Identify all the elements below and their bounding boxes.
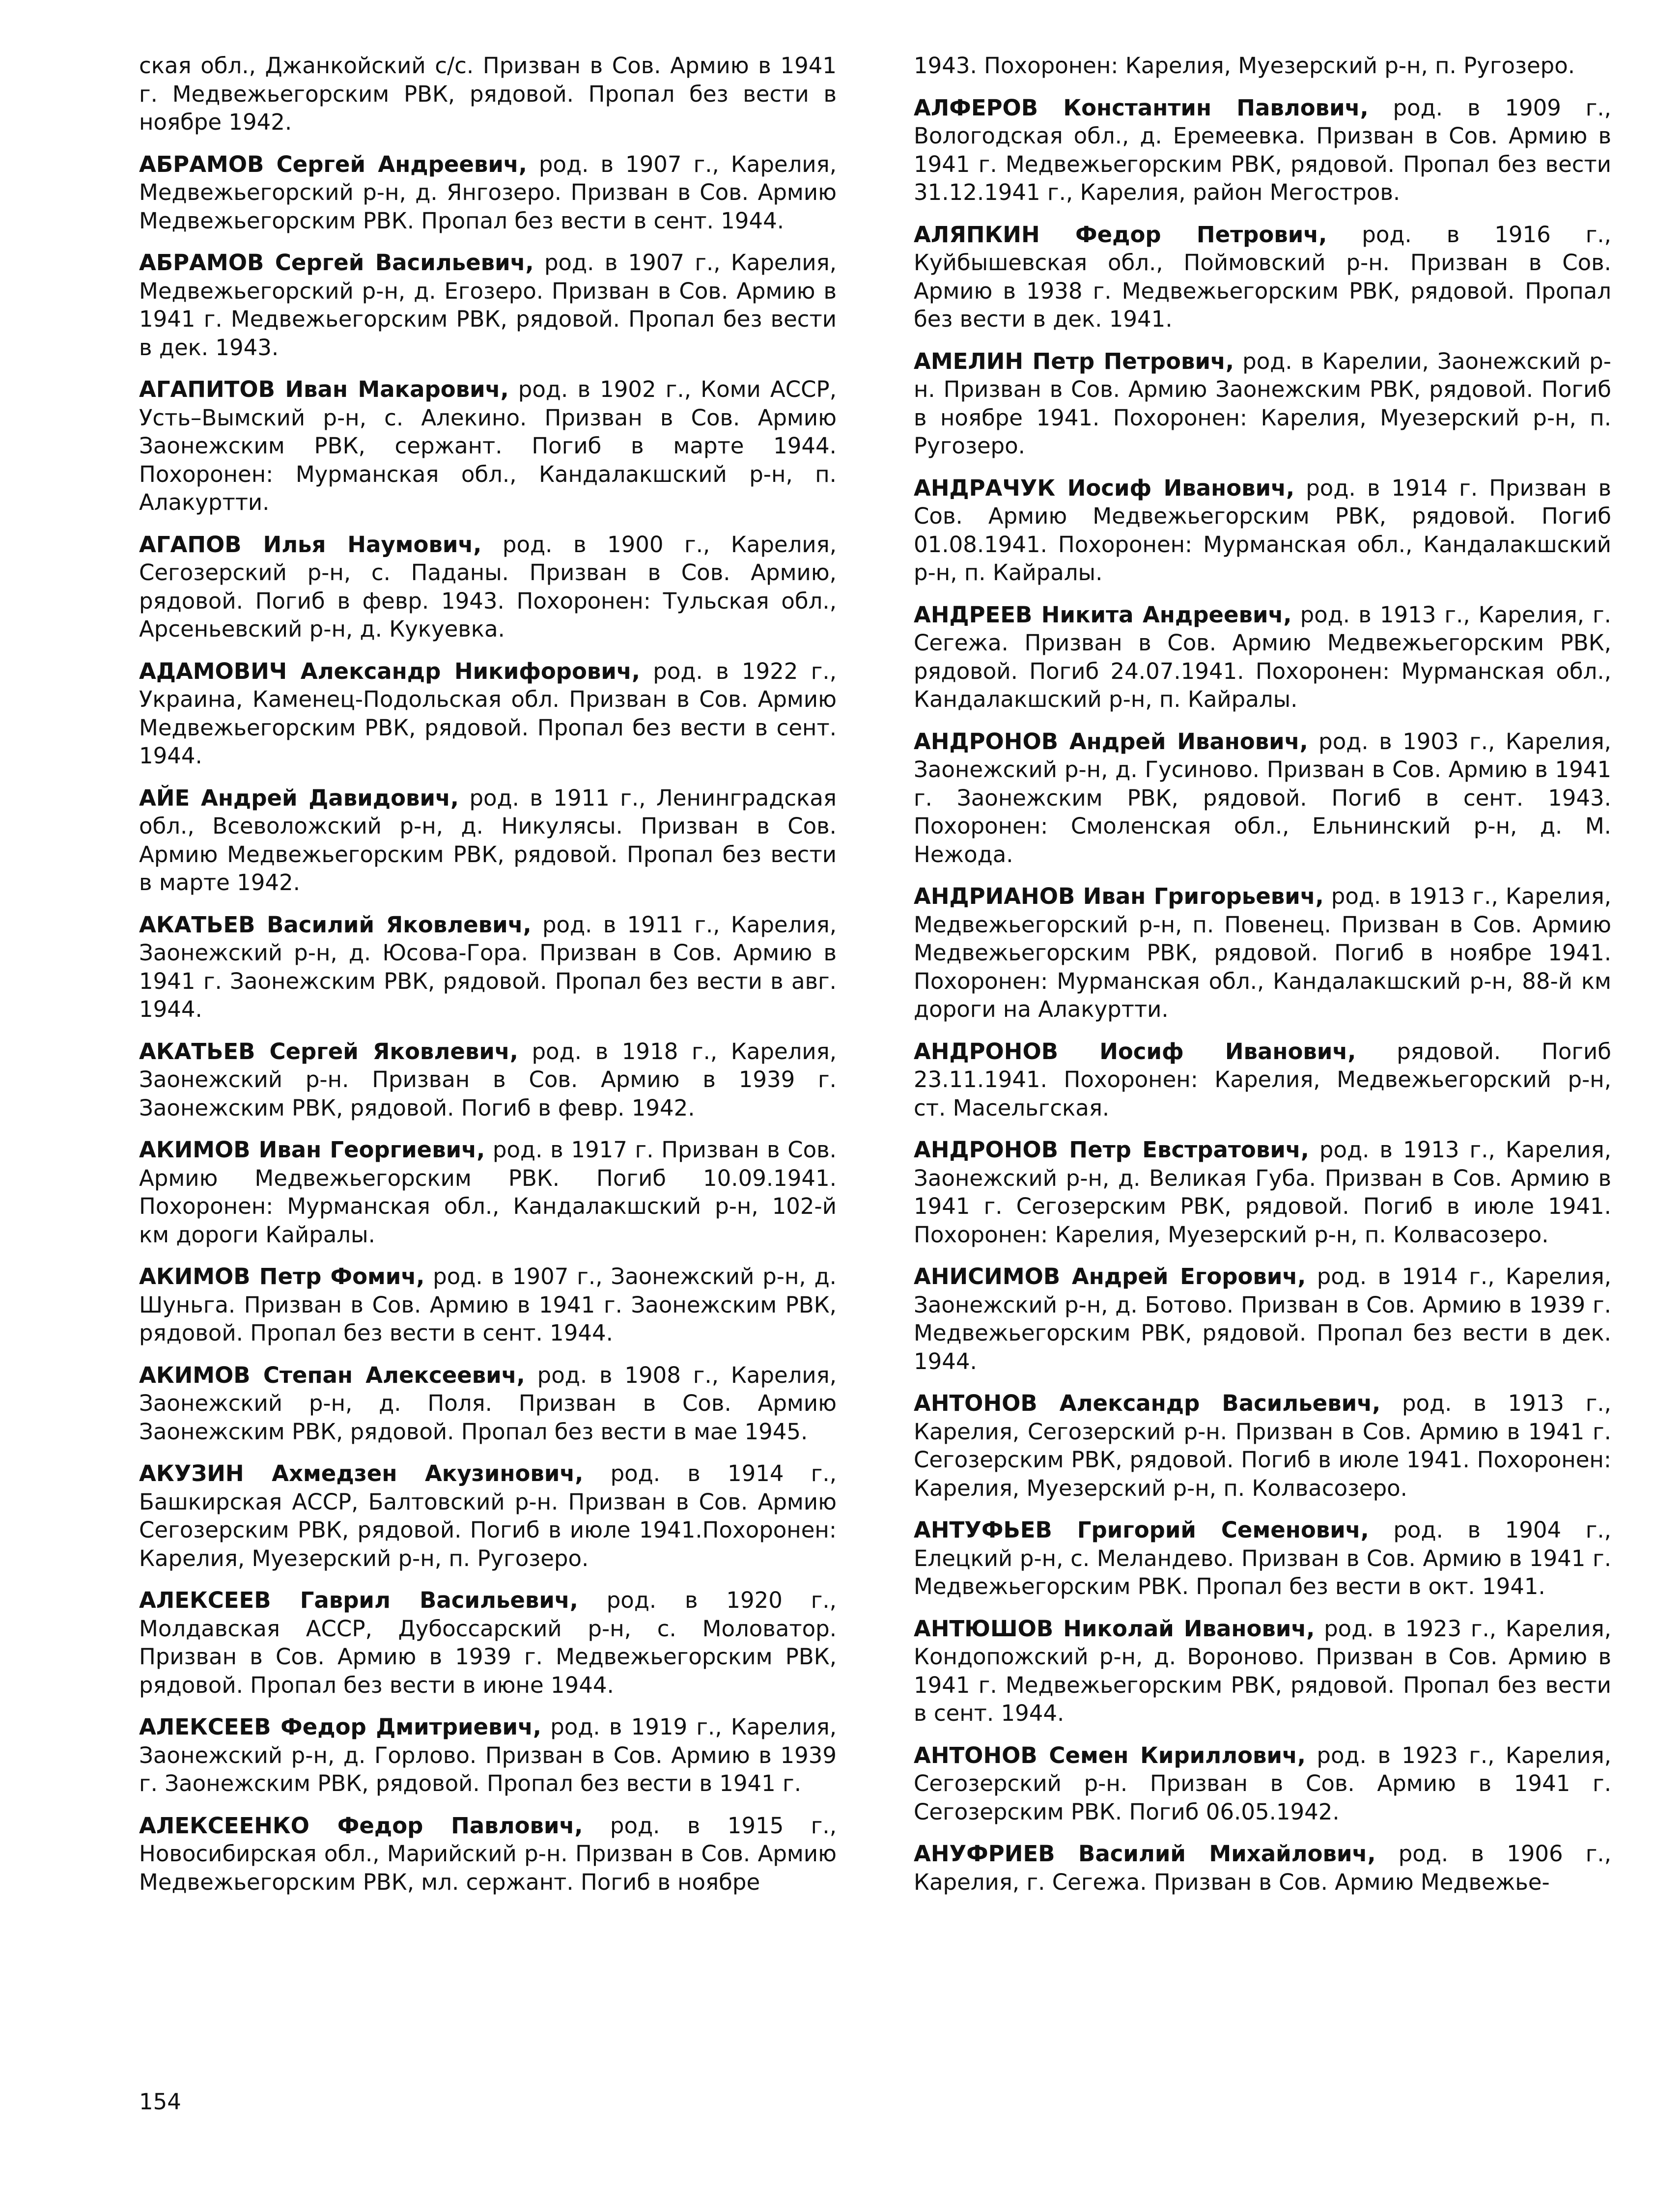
entry — [139, 1037, 837, 1122]
entry-name: АКИМОВ Степан Алексеевич, — [139, 1362, 525, 1388]
entry-name: АКАТЬЕВ Сергей Яковлевич, — [139, 1038, 518, 1064]
right-column — [914, 52, 1611, 1910]
entry — [914, 1136, 1611, 1249]
entry-text: род. в 1923 г., Карелия, Кондопожский р-н, д. Вороново. Призван в Сов. Армию в 1941 г. Медвежьегорским РВК, рядовой. Пропал без вести в сент. 1944. — [914, 1615, 1611, 1726]
entry-name: АЛЕКСЕЕНКО Федор Павлович, — [139, 1812, 583, 1839]
entry-name: АБРАМОВ Сергей Васильевич, — [139, 250, 534, 276]
entry — [914, 94, 1611, 207]
entry — [139, 1459, 837, 1572]
entry-name: АНДРИАНОВ Иван Григорьевич, — [914, 883, 1324, 909]
entry-name: АНТОНОВ Семен Кириллович, — [914, 1742, 1306, 1768]
entry-text: род. в 1913 г., Карелия, Сегозерский р-н. Призван в Сов. Армию в 1941 г. Сегозерским РВК, рядовой. Погиб в июле 1941. Похоронен: Карелия, Муезерский р-н, п. Колвасозеро. — [914, 1390, 1611, 1501]
entry-name: АМЕЛИН Петр Петрович, — [914, 348, 1234, 374]
entry-text: род. в 1914 г. Призван в Сов. Армию Медвежьегорским РВК, рядовой. Погиб 01.08.1941. Похоронен: Мурманская обл., Кандалакшский р-н, п. Кайралы. — [914, 475, 1611, 586]
entry-name: АНДРОНОВ Петр Евстратович, — [914, 1137, 1309, 1163]
entry-text: род. в 1911 г., Ленинградская обл., Всеволожский р-н, д. Никулясы. Призван в Сов. Армию Медвежьегорским РВК, рядовой. Пропал без вести в марте 1942. — [139, 784, 837, 896]
entry-name: АКИМОВ Иван Георгиевич, — [139, 1137, 485, 1163]
entry — [914, 882, 1611, 1024]
left-column — [139, 52, 837, 1910]
entry-name: АНДРОНОВ Иосиф Иванович, — [914, 1038, 1356, 1064]
entry-name: АКИМОВ Петр Фомич, — [139, 1263, 425, 1289]
entry-name: АГАПИТОВ Иван Макарович, — [139, 376, 509, 402]
entry — [914, 1840, 1611, 1896]
entry — [139, 657, 837, 770]
entry-text: род. в 1900 г., Карелия, Сегозерский р-н, с. Паданы. Призван в Сов. Армию, рядовой. Погиб в февр. 1943. Похоронен: Тульская обл., Арсеньевский р-н, д. Кукуевка. — [139, 531, 837, 642]
entry-text: род. в 1906 г., Карелия, г. Сегежа. Призван в Сов. Армию Медвежье- — [914, 1841, 1611, 1895]
entry — [914, 1741, 1611, 1826]
entry — [914, 52, 1611, 80]
entry — [914, 1262, 1611, 1375]
entry-text: род. в 1913 г., Карелия, Заонежский р-н, д. Великая Губа. Призван в Сов. Армию в 1941 г. Сегозерским РВК, рядовой. Погиб в июле 1941. Похоронен: Карелия, Муезерский р-н, п. Колвасозеро. — [914, 1137, 1611, 1248]
entry — [139, 249, 837, 362]
entry — [914, 347, 1611, 460]
entry-text: род. в 1907 г., Карелия, Медвежьегорский р-н, д. Янгозеро. Призван в Сов. Армию Медвежьегорским РВК. Пропал без вести в сент. 1944. — [139, 151, 837, 234]
entry — [139, 1361, 837, 1446]
entry-text: род. в 1907 г., Заонежский р-н, д. Шуньга. Призван в Сов. Армию в 1941 г. Заонежским РВК, рядовой. Пропал без вести в сент. 1944. — [139, 1263, 837, 1346]
entry — [914, 728, 1611, 869]
entry — [139, 1713, 837, 1798]
entry-name: АЛЯПКИН Федор Петрович, — [914, 221, 1327, 248]
page-number: 154 — [139, 2089, 181, 2115]
entry-name: АЛЕКСЕЕВ Гаврил Васильевич, — [139, 1587, 578, 1613]
entry — [914, 1516, 1611, 1601]
entry-text: род. в 1902 г., Коми АССР, Усть–Вымский р-н, с. Алекино. Призван в Сов. Армию Заонежским РВК, сержант. Погиб в марте 1944. Похоронен: Мурманская обл., Кандалакшский р-н, п. Алакуртти. — [139, 376, 837, 515]
entry-text: род. в Карелии, Заонежский р-н. Призван в Сов. Армию Заонежским РВК, рядовой. Погиб в ноябре 1941. Похоронен: Карелия, Муезерский р-н, п. Ругозеро. — [914, 348, 1611, 459]
entry — [139, 375, 837, 517]
entry-name: АНТУФЬЕВ Григорий Семенович, — [914, 1517, 1369, 1543]
entry-name: АЛЕКСЕЕВ Федор Дмитриевич, — [139, 1714, 542, 1740]
entry-name: АНДРАЧУК Иосиф Иванович, — [914, 475, 1295, 501]
entry-text: род. в 1904 г., Елецкий р-н, с. Меландево. Призван в Сов. Армию в 1941 г. Медвежьегорским РВК. Пропал без вести в окт. 1941. — [914, 1517, 1611, 1599]
entry — [139, 1812, 837, 1897]
entry — [139, 531, 837, 644]
entry-text: род. в 1915 г., Новосибирская обл., Марийский р-н. Призван в Сов. Армию Медвежьегорским РВК, мл. сержант. Погиб в ноябре — [139, 1812, 837, 1895]
entry — [139, 1586, 837, 1699]
entry-text: род. в 1914 г., Карелия, Заонежский р-н, д. Ботово. Призван в Сов. Армию в 1939 г. Медвежьегорским РВК, рядовой. Пропал без вести в дек. 1944. — [914, 1263, 1611, 1374]
entry-text: род. в 1913 г., Карелия, Медвежьегорский р-н, п. Повенец. Призван в Сов. Армию Медвежьегорским РВК, рядовой. Погиб в ноябре 1941. Похоронен: Мурманская обл., Кандалакшский р-н, 88-й км дороги на Алакуртти. — [914, 883, 1612, 1022]
entry — [914, 601, 1611, 714]
entry-text: ская обл., Джанкойский с/с. Призван в Сов. Армию в 1941 г. Медвежьегорским РВК, рядовой. Пропал без вести в ноябре 1942. — [139, 53, 837, 135]
entry-text: род. в 1916 г., Куйбышевская обл., Поймовский р-н. Призван в Сов. Армию в 1938 г. Медвежьегорским РВК, рядовой. Пропал без вести в дек. 1941. — [914, 221, 1611, 332]
entry-name: АЙЕ Андрей Давидович, — [139, 784, 459, 811]
entry-name: АЛФЕРОВ Константин Павлович, — [914, 94, 1369, 121]
entry-text: 1943. Похоронен: Карелия, Муезерский р-н, п. Ругозеро. — [914, 53, 1575, 79]
entry — [139, 52, 837, 137]
entry-text: род. в 1903 г., Карелия, Заонежский р-н, д. Гусиново. Призван в Сов. Армию в 1941 г. Заонежским РВК, рядовой. Погиб в сент. 1943. Похоронен: Смоленская обл., Ельнинский р-н, д. М. Нежода. — [914, 728, 1611, 868]
entry-text: род. в 1909 г., Вологодская обл., д. Еремеевка. Призван в Сов. Армию в 1941 г. Медвежьегорским РВК, рядовой. Пропал без вести 31.12.1941 г., Карелия, район Мегостров. — [914, 94, 1611, 205]
entry-text: род. в 1913 г., Карелия, г. Сегежа. Призван в Сов. Армию Медвежьегорским РВК, рядовой. Погиб 24.07.1941. Похоронен: Мурманская обл., Кандалакшский р-н, п. Кайралы. — [914, 601, 1611, 712]
entry-text: род. в 1920 г., Молдавская АССР, Дубоссарский р-н, с. Моловатор. Призван в Сов. Армию в 1939 г. Медвежьегорским РВК, рядовой. Пропал без вести в июне 1944. — [139, 1587, 837, 1698]
entry-name: АНДРОНОВ Андрей Иванович, — [914, 728, 1308, 755]
entry-name: АНТОНОВ Александр Васильевич, — [914, 1390, 1381, 1416]
entry-name: АДАМОВИЧ Александр Никифорович, — [139, 658, 640, 684]
entry — [914, 474, 1611, 587]
entry-name: АНУФРИЕВ Василий Михайлович, — [914, 1841, 1376, 1867]
entry-text: род. в 1908 г., Карелия, Заонежский р-н, д. Поля. Призван в Сов. Армию Заонежским РВК, рядовой. Пропал без вести в мае 1945. — [139, 1362, 837, 1445]
entry-text: род. в 1917 г. Призван в Сов. Армию Медвежьегорским РВК. Погиб 10.09.1941. Похоронен: Мурманская обл., Кандалакшский р-н, 102-й км дороги Кайралы. — [139, 1137, 837, 1248]
entry-name: АКУЗИН Ахмедзен Акузинович, — [139, 1460, 584, 1486]
entry-text: род. в 1911 г., Карелия, Заонежский р-н, д. Юсова-Гора. Призван в Сов. Армию в 1941 г. Заонежским РВК, рядовой. Пропал без вести в авг. 1944. — [139, 911, 837, 1022]
entry-name: АНТЮШОВ Николай Иванович, — [914, 1615, 1315, 1642]
entry — [914, 1037, 1611, 1122]
entry — [139, 784, 837, 897]
entry-text: род. в 1914 г., Башкирская АССР, Балтовский р-н. Призван в Сов. Армию Сегозерским РВК, рядовой. Погиб в июле 1941.Похоронен: Карелия, Муезерский р-н, п. Ругозеро. — [139, 1460, 837, 1571]
entry — [139, 1262, 837, 1347]
entry — [914, 1389, 1611, 1502]
entry-name: АНДРЕЕВ Никита Андреевич, — [914, 601, 1292, 628]
entry — [914, 1615, 1611, 1728]
entry-text: род. в 1919 г., Карелия, Заонежский р-н, д. Горлово. Призван в Сов. Армию в 1939 г. Заонежским РВК, рядовой. Пропал без вести в 1941 г. — [139, 1714, 837, 1796]
entry-name: АНИСИМОВ Андрей Егорович, — [914, 1263, 1306, 1289]
entry-name: АКАТЬЕВ Василий Яковлевич, — [139, 911, 532, 938]
entry — [914, 221, 1611, 334]
entry-text: род. в 1918 г., Карелия, Заонежский р-н. Призван в Сов. Армию в 1939 г. Заонежским РВК, рядовой. Погиб в февр. 1942. — [139, 1038, 837, 1121]
entry — [139, 911, 837, 1024]
entry-name: АГАПОВ Илья Наумович, — [139, 531, 482, 558]
entry-text: род. в 1907 г., Карелия, Медвежьегорский р-н, д. Егозеро. Призван в Сов. Армию в 1941 г. Медвежьегорским РВК, рядовой. Пропал без вести в дек. 1943. — [139, 250, 837, 361]
entry — [139, 1136, 837, 1249]
entry-name: АБРАМОВ Сергей Андреевич, — [139, 151, 527, 177]
entry-text: род. в 1923 г., Карелия, Сегозерский р-н. Призван в Сов. Армию в 1941 г. Сегозерским РВК. Погиб 06.05.1942. — [914, 1742, 1612, 1825]
entry-text: рядовой. Погиб 23.11.1941. Похоронен: Карелия, Медвежьегорский р-н, ст. Масельгская. — [914, 1038, 1611, 1121]
entry — [139, 150, 837, 235]
entry-text: род. в 1922 г., Украина, Каменец-Подольская обл. Призван в Сов. Армию Медвежьегорским РВК, рядовой. Пропал без вести в сент. 1944. — [139, 658, 837, 769]
